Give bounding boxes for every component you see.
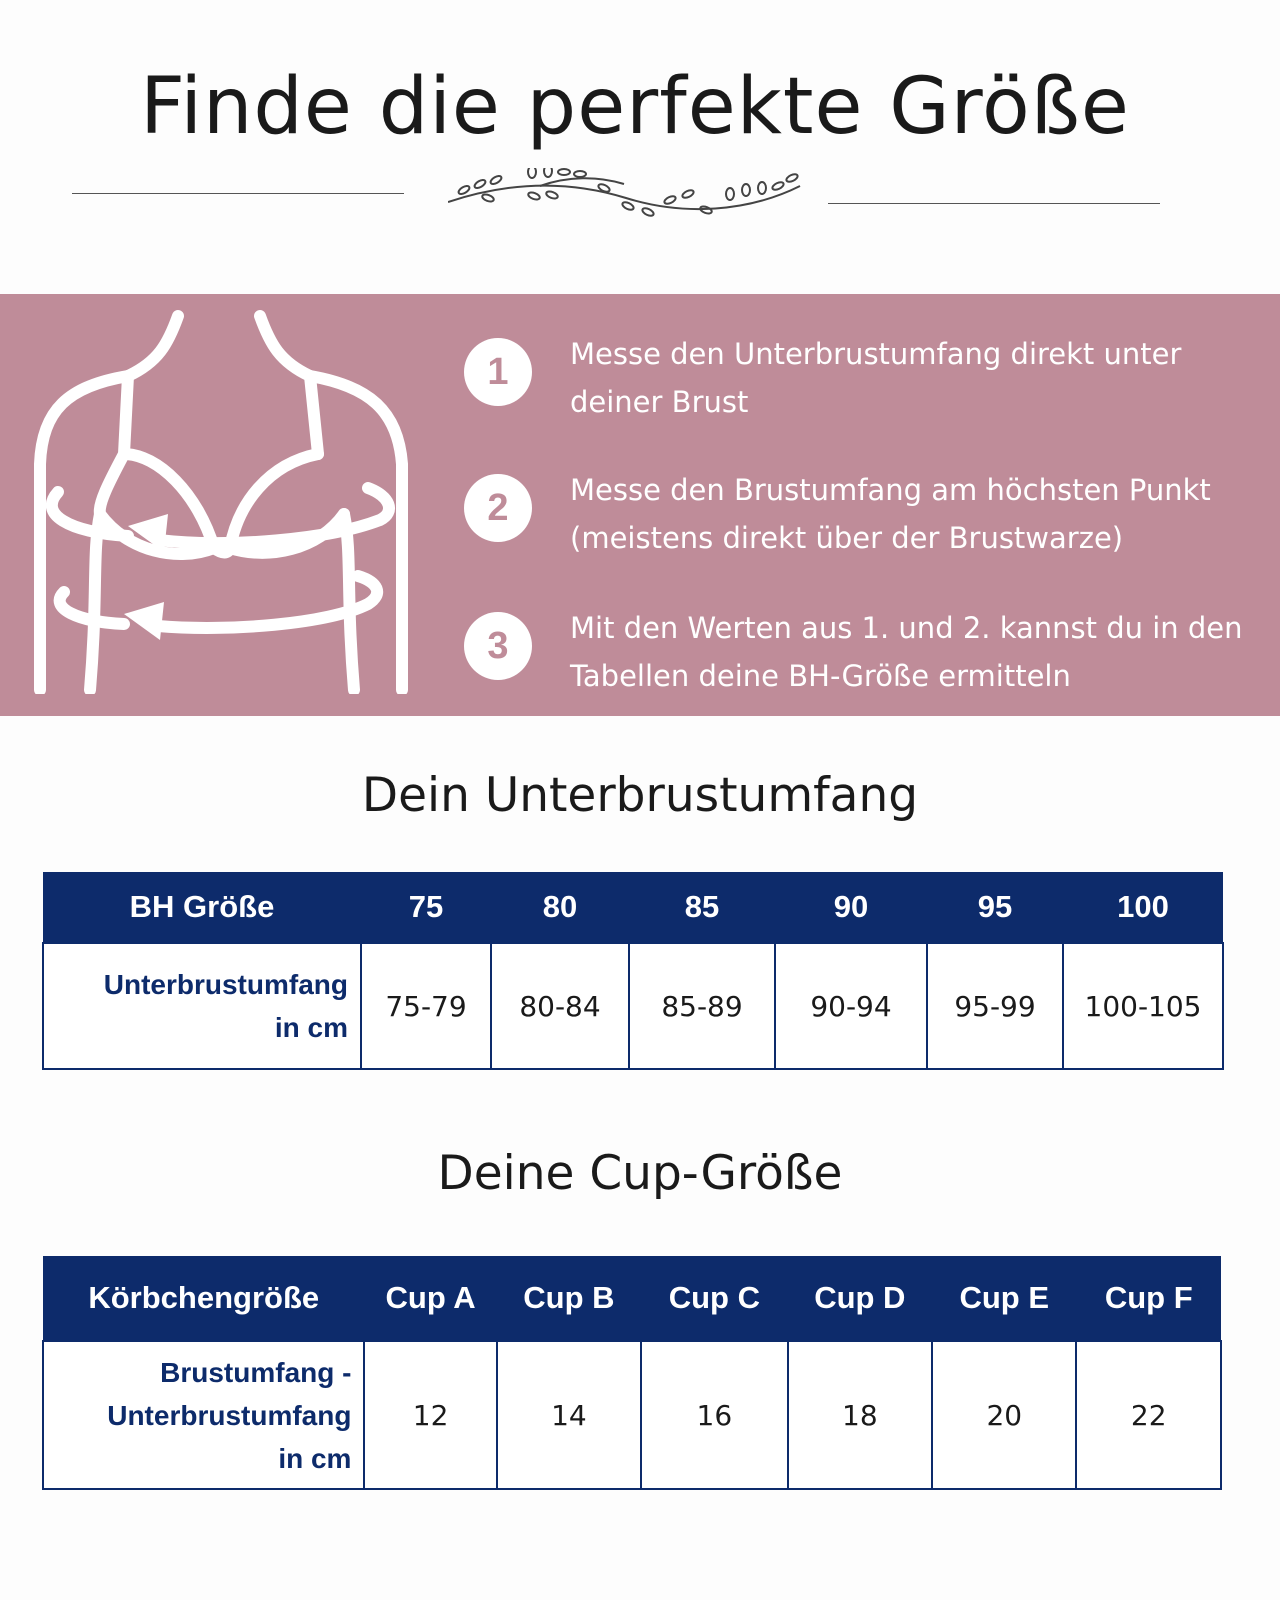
step-3 <box>464 604 1254 704</box>
size-header: 85 <box>629 872 775 943</box>
header-label: Körbchengröße <box>43 1256 364 1341</box>
table-cell: 85-89 <box>629 943 775 1069</box>
table-cell: 95-99 <box>927 943 1063 1069</box>
step-number-badge: 1 <box>464 338 532 406</box>
table-header-row <box>43 1256 1221 1341</box>
table-row <box>43 1341 1221 1489</box>
table-cell: 20 <box>932 1341 1076 1489</box>
size-header: 75 <box>361 872 491 943</box>
table-header-row <box>43 872 1223 943</box>
divider-right <box>828 203 1160 204</box>
leaf-vine-ornament-icon <box>448 168 804 224</box>
size-header: 100 <box>1063 872 1223 943</box>
cup-header: Cup F <box>1076 1256 1221 1341</box>
underbust-size-table <box>42 872 1224 1070</box>
size-header: 90 <box>775 872 927 943</box>
step-number-badge: 2 <box>464 474 532 542</box>
cup-header: Cup A <box>364 1256 496 1341</box>
page-title: Finde die perfekte Größe <box>140 62 1130 152</box>
cup-size-table <box>42 1256 1222 1490</box>
row-label: Unterbrustumfang in cm <box>43 943 361 1069</box>
step-number-badge: 3 <box>464 612 532 680</box>
step-text: Mit den Werten aus 1. und 2. kannst du in den Tabellen deine BH-Größe ermitteln <box>570 611 1243 693</box>
step-2 <box>464 466 1254 566</box>
table-cell: 80-84 <box>491 943 629 1069</box>
step-1 <box>464 330 1254 430</box>
table-cell: 16 <box>641 1341 787 1489</box>
cup-header: Cup B <box>497 1256 641 1341</box>
cup-header: Cup E <box>932 1256 1076 1341</box>
table-cell: 75-79 <box>361 943 491 1069</box>
table-cell: 18 <box>788 1341 932 1489</box>
cup-header: Cup C <box>641 1256 787 1341</box>
table-cell: 12 <box>364 1341 496 1489</box>
underbust-section-title: Dein Unterbrustumfang <box>361 768 919 823</box>
size-header: 95 <box>927 872 1063 943</box>
size-header: 80 <box>491 872 629 943</box>
cup-header: Cup D <box>788 1256 932 1341</box>
step-text: Messe den Brustumfang am höchsten Punkt (meistens direkt über der Brustwarze) <box>570 473 1211 555</box>
table-cell: 14 <box>497 1341 641 1489</box>
table-cell: 22 <box>1076 1341 1221 1489</box>
row-label: Brustumfang - Unterbrustumfang in cm <box>43 1341 364 1489</box>
table-cell: 100-105 <box>1063 943 1223 1069</box>
header-label: BH Größe <box>43 872 361 943</box>
measuring-instructions-band <box>0 294 1280 716</box>
bust-measuring-figure-icon <box>28 304 418 694</box>
table-row <box>43 943 1223 1069</box>
divider-left <box>72 193 404 194</box>
step-text: Messe den Unterbrustumfang direkt unter deiner Brust <box>570 337 1182 419</box>
table-cell: 90-94 <box>775 943 927 1069</box>
cup-section-title: Deine Cup-Größe <box>437 1146 843 1201</box>
